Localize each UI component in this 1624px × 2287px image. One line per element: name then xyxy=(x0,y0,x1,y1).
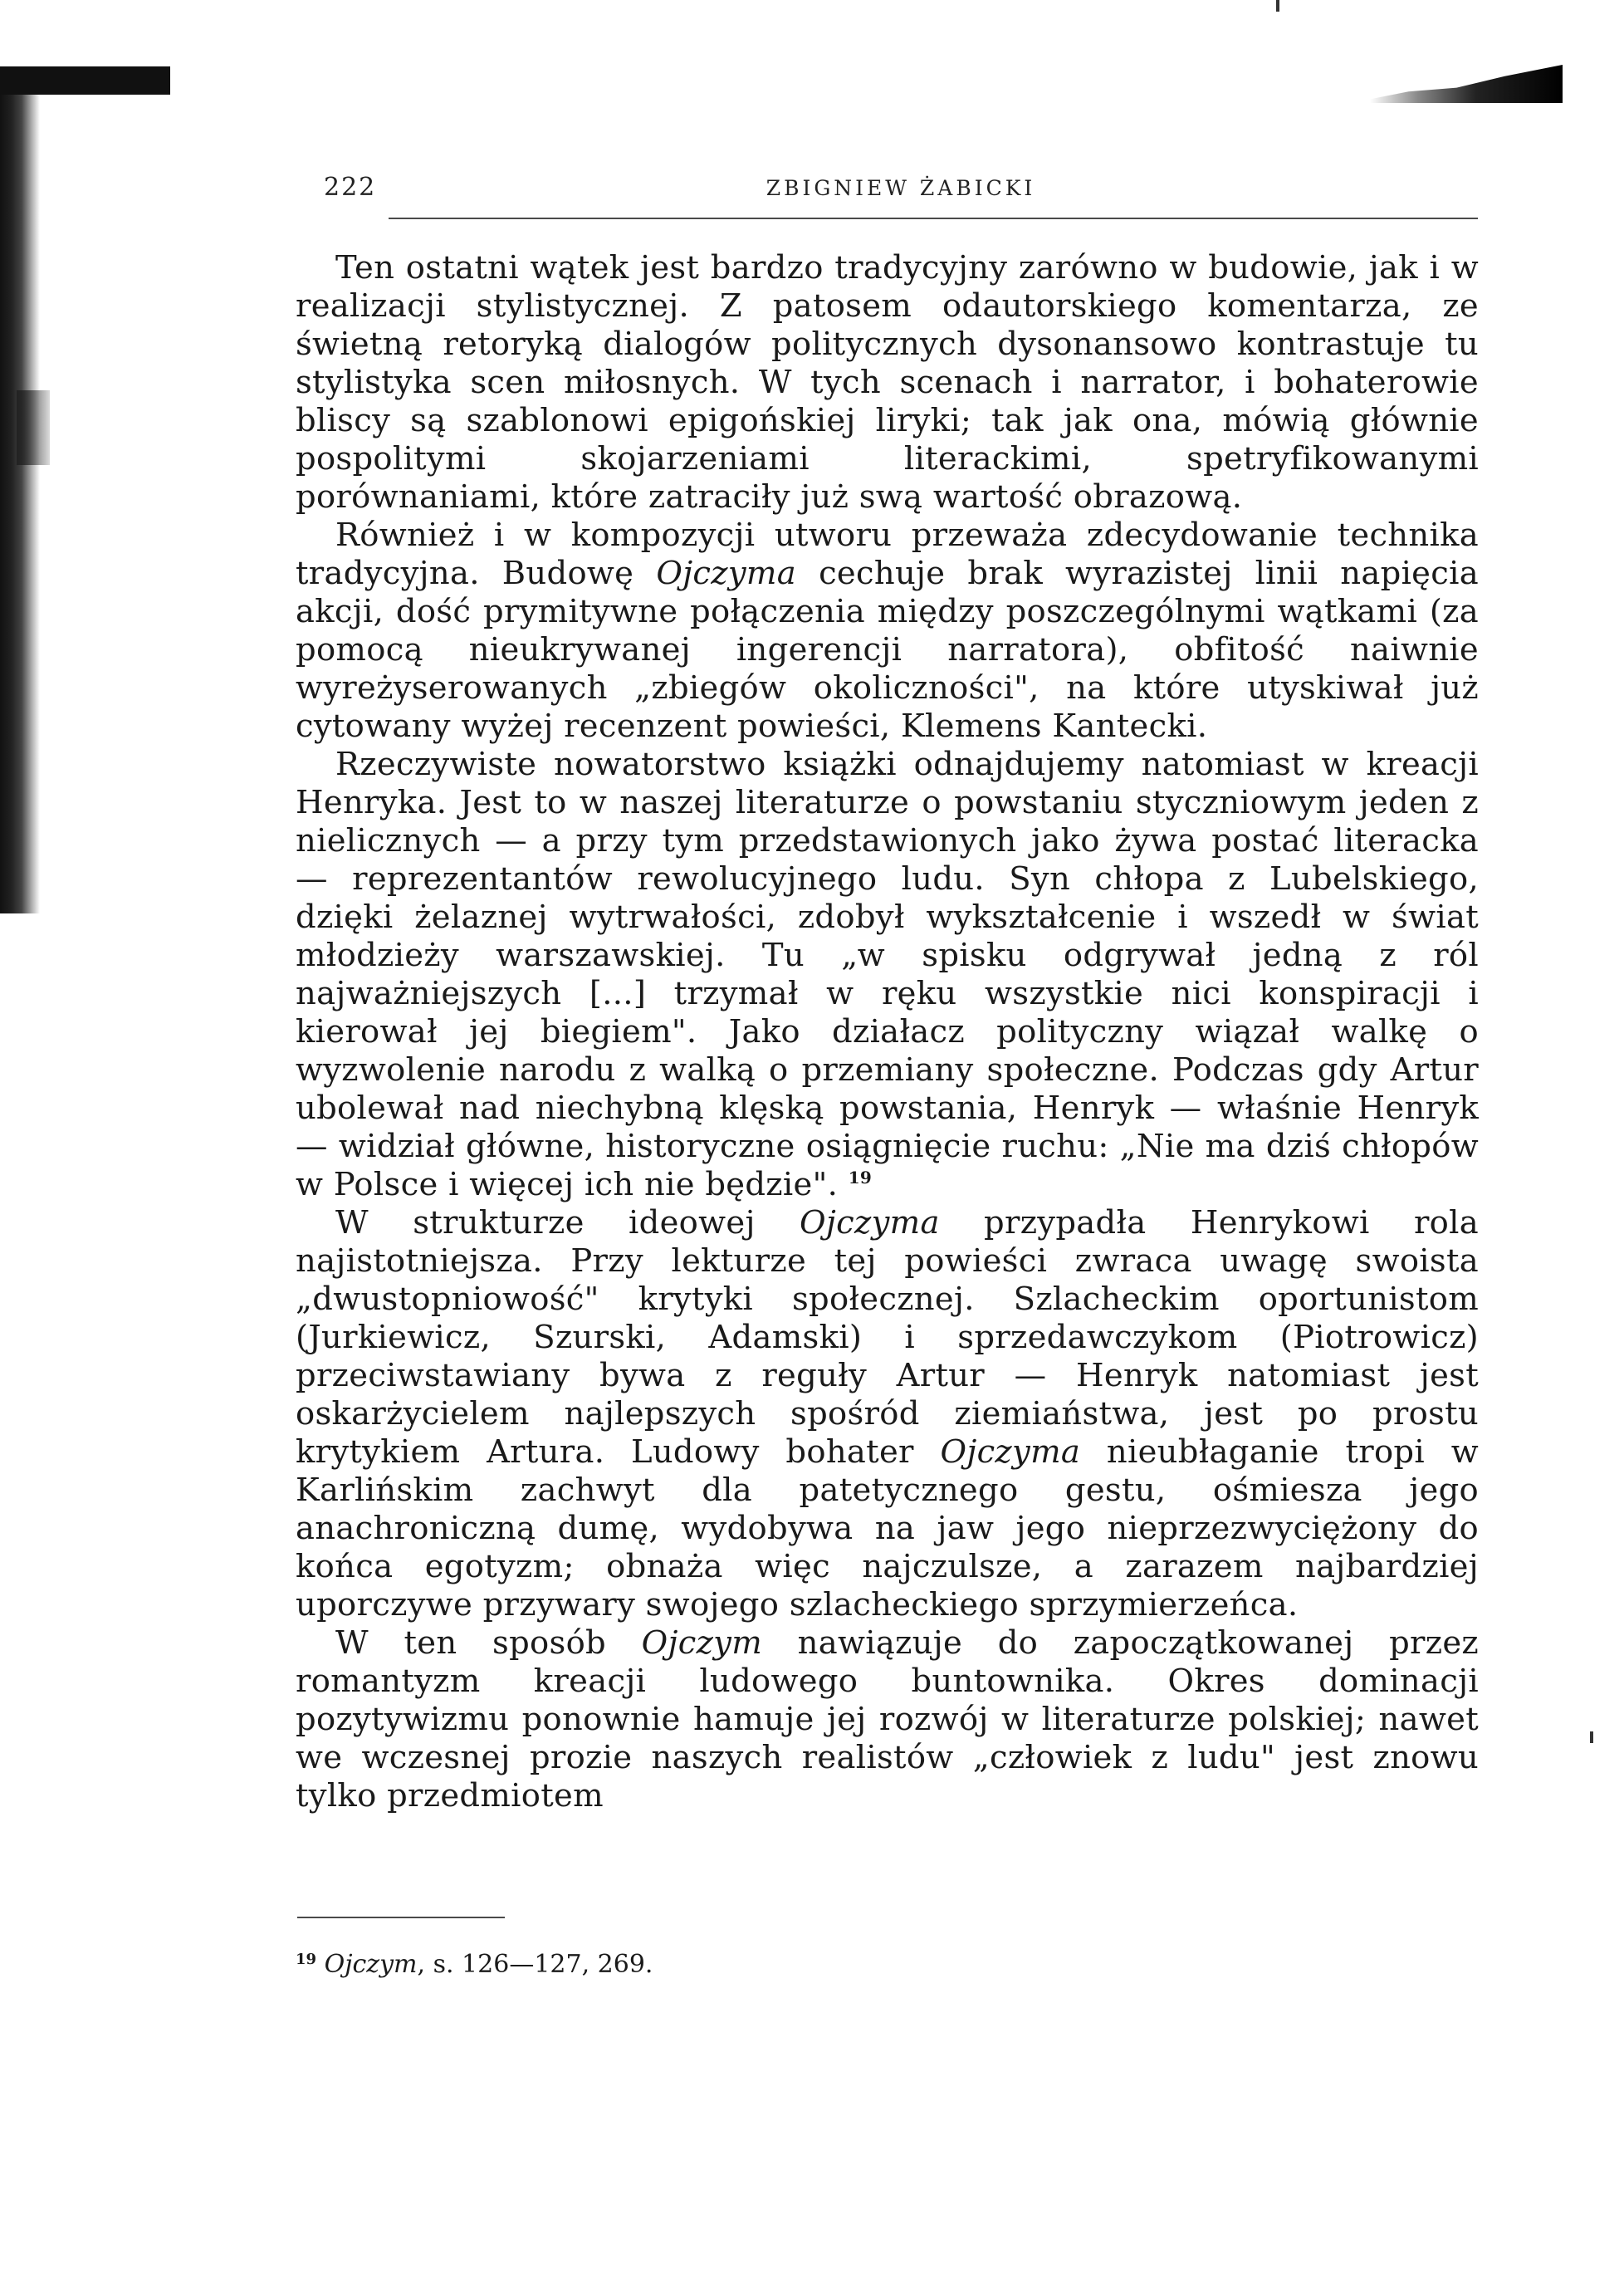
footnote-number: 19 xyxy=(296,1951,317,1968)
running-head xyxy=(324,173,1478,206)
scan-corner-artifact xyxy=(1370,65,1563,103)
scan-edge-shadow-notch xyxy=(17,390,50,465)
scan-edge-shadow xyxy=(0,66,40,913)
header-rule xyxy=(389,218,1478,219)
paragraph-4: W strukturze ideowej Ojczyma przypadła Henrykowi rola najistotniejsza. Przy lekturze tej powieści zwraca uwagę swoista „dwustopniowość" krytyki społecznej. Szlacheckim oportunistom (Jurkiewicz, Szurski, Adamski) i sprzedawczykom (Piotrowicz) przeciwstawiany bywa z reguły Artur — Henryk natomiast jest oskarżycielem najlepszych spośród ziemiaństwa, jest po prostu krytykiem Artura. Ludowy bohater Ojczyma nieubłaganie tropi w Karlińskim zachwyt dla patetycznego gestu, ośmiesza jego anachroniczną dumę, wydobywa na jaw jego nieprzezwyciężony do końca egotyzm; obnaża więc najczulsze, a zarazem najbardziej uporczywe przywary swojego szlacheckiego sprzymierzeńca. xyxy=(296,1204,1479,1623)
scan-speck xyxy=(1590,1731,1593,1743)
paragraph-5: W ten sposób Ojczym nawiązuje do zapoczątkowanej przez romantyzm kreacji ludowego buntownika. Okres dominacji pozytywizmu ponownie hamuje jej rozwój w literaturze polskiej; nawet we wczesnej prozie naszych realistów „człowiek z ludu" jest znowu tylko przedmiotem xyxy=(296,1624,1479,1814)
body-text xyxy=(296,249,1479,1815)
footnote-reference: 19 xyxy=(848,1168,873,1188)
page-number: 222 xyxy=(324,173,377,202)
book-title: Ojczyma xyxy=(800,1204,940,1241)
paragraph-1: Ten ostatni wątek jest bardzo tradycyjny zarówno w budowie, jak i w realizacji stylistycznej. Z patosem odautorskiego komentarza, ze świetną retoryką dialogów politycznych dysonansowo kontrastuje tu stylistyka scen miłosnych. W tych scenach i narrator, i bohaterowie bliscy są szablonowi epigońskiej liryki; tak jak ona, mówią głównie pospolitymi skojarzeniami literackimi, spetryfikowanymi porównaniami, które zatraciły już swą wartość obrazową. xyxy=(296,249,1479,516)
footnote xyxy=(296,1950,653,1980)
book-title: Ojczyma xyxy=(940,1433,1081,1471)
scan-speck xyxy=(1276,0,1279,12)
running-title: ZBIGNIEW ŻABICKI xyxy=(766,176,1036,200)
scan-edge-shadow-top xyxy=(0,66,170,95)
paragraph-2: Również i w kompozycji utworu przeważa zdecydowanie technika tradycyjna. Budowę Ojczyma cechuje brak wyrazistej linii napięcia akcji, dość prymitywne połączenia między poszczególnymi wątkami (za pomocą nieukrywanej ingerencji narratora), obfitość naiwnie wyreżyserowanych „zbiegów okoliczności", na które utyskiwał już cytowany wyżej recenzent powieści, Klemens Kantecki. xyxy=(296,517,1479,745)
book-title: Ojczyma xyxy=(656,555,796,592)
paragraph-3: Rzeczywiste nowatorstwo książki odnajdujemy natomiast w kreacji Henryka. Jest to w naszej literaturze o powstaniu styczniowym jeden z nielicznych — a przy tym przedstawionych jako żywa postać literacka — reprezentantów rewolucyjnego ludu. Syn chłopa z Lubelskiego, dzięki żelaznej wytrwałości, zdobył wykształcenie i wszedł w świat młodzieży warszawskiej. Tu „w spisku odgrywał jedną z ról najważniejszych [...] trzymał w ręku wszystkie nici konspiracji i kierował jej biegiem". Jako działacz polityczny wiązał walkę o wyzwolenie narodu z walką o przemiany społeczne. Podczas gdy Artur ubolewał nad niechybną klęską powstania, Henryk — właśnie Henryk — widział główne, historyczne osiągnięcie ruchu: „Nie ma dziś chłopów w Polsce i więcej ich nie będzie". $^{19}$ xyxy=(296,746,1479,1203)
footnote-text: , s. 126—127, 269. xyxy=(417,1950,653,1979)
footnote-title: Ojczym xyxy=(324,1950,418,1979)
footnote-rule xyxy=(297,1917,505,1918)
book-title: Ojczym xyxy=(641,1624,763,1662)
